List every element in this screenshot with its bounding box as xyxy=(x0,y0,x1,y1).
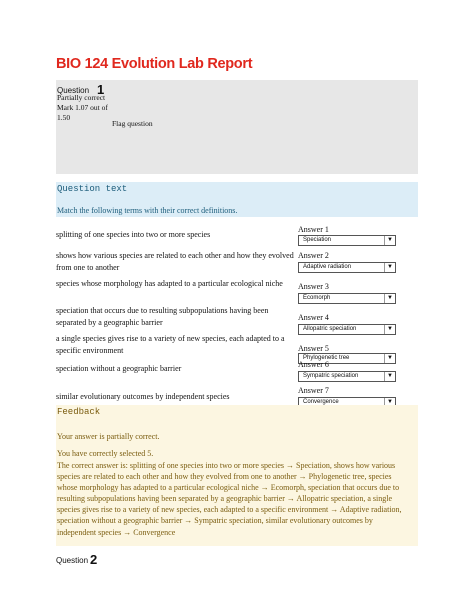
answer-label: Answer 7 xyxy=(298,386,329,395)
chevron-down-icon: ▼ xyxy=(384,354,395,363)
match-term: a single species gives rise to a variety of new species, each adapted to a specific environment xyxy=(56,334,285,355)
chevron-down-icon: ▼ xyxy=(384,372,395,381)
chevron-down-icon: ▼ xyxy=(384,398,395,407)
match-term: shows how various species are related to each other and how they evolved from one to another xyxy=(56,251,294,272)
question-label: Question xyxy=(56,556,89,565)
selected-value: Speciation xyxy=(303,237,332,243)
question-text-panel xyxy=(56,182,418,217)
answer-label: Answer 3 xyxy=(298,282,329,291)
state-text: Partially correct xyxy=(57,93,106,102)
match-term: splitting of one species into two or more species xyxy=(56,230,211,239)
feedback-correct-answer: The correct answer is: splitting of one species into two or more species → Speciation, shows how various species are related to each other and how they evolved from one to another → Phylogenetic tree, species whose morphology has adapted to a particular ecological niche → Ecomorph, speciation that occurs due to resulting subpopulations having been separated by a geographic barrier → Allopatric speciation, a single species gives rise to a variety of new species, each adapted to a specific environment → Adaptive radiation, speciation without a geographic barrier → Sympatric speciation, similar evolutionary outcomes by independent species → Convergence xyxy=(57,461,402,537)
question-text-heading: Question text xyxy=(57,184,128,194)
answer-select[interactable] xyxy=(298,324,396,335)
question-instruction: Match the following terms with their correct definitions. xyxy=(57,206,238,215)
chevron-down-icon: ▼ xyxy=(384,263,395,272)
selected-value: Ecomorph xyxy=(303,295,331,301)
answer-select[interactable] xyxy=(298,293,396,304)
flag-question-link[interactable]: Flag question xyxy=(112,119,153,128)
feedback-heading: Feedback xyxy=(57,407,101,417)
chevron-down-icon: ▼ xyxy=(384,325,395,334)
answer-select[interactable] xyxy=(298,262,396,273)
answer-select[interactable] xyxy=(298,235,396,246)
answer-label: Answer 6 xyxy=(298,360,329,369)
mark-text: Mark 1.07 out of 1.50 xyxy=(57,103,108,122)
feedback-panel xyxy=(56,405,418,546)
chevron-down-icon: ▼ xyxy=(384,294,395,303)
answer-label: Answer 4 xyxy=(298,313,329,322)
question-state xyxy=(57,93,119,123)
selected-value: Phylogenetic tree xyxy=(303,355,350,361)
selected-value: Sympatric speciation xyxy=(303,373,359,379)
match-term: speciation without a geographic barrier xyxy=(56,364,182,373)
answer-select[interactable] xyxy=(298,371,396,382)
feedback-status: Your answer is partially correct. xyxy=(57,432,160,441)
selected-value: Allopatric speciation xyxy=(303,326,357,332)
answer-label: Answer 2 xyxy=(298,251,329,260)
selected-value: Convergence xyxy=(303,399,339,405)
answer-label: Answer 1 xyxy=(298,225,329,234)
question-label: Question xyxy=(57,86,90,95)
question-number-value: 1 xyxy=(97,82,105,97)
match-term: similar evolutionary outcomes by independent species xyxy=(56,392,230,401)
feedback-selected-count: You have correctly selected 5. xyxy=(57,449,154,458)
chevron-down-icon: ▼ xyxy=(384,236,395,245)
question-info-panel xyxy=(56,80,418,174)
match-term: species whose morphology has adapted to a particular ecological niche xyxy=(56,279,283,288)
answer-label: Answer 5 xyxy=(298,344,329,353)
document-title: BIO 124 Evolution Lab Report xyxy=(56,56,253,72)
question-number xyxy=(56,551,97,566)
question-number-value: 2 xyxy=(90,552,98,567)
selected-value: Adaptive radiation xyxy=(303,264,352,270)
match-term: speciation that occurs due to resulting subpopulations having been separated by a geographic barrier xyxy=(56,306,269,327)
